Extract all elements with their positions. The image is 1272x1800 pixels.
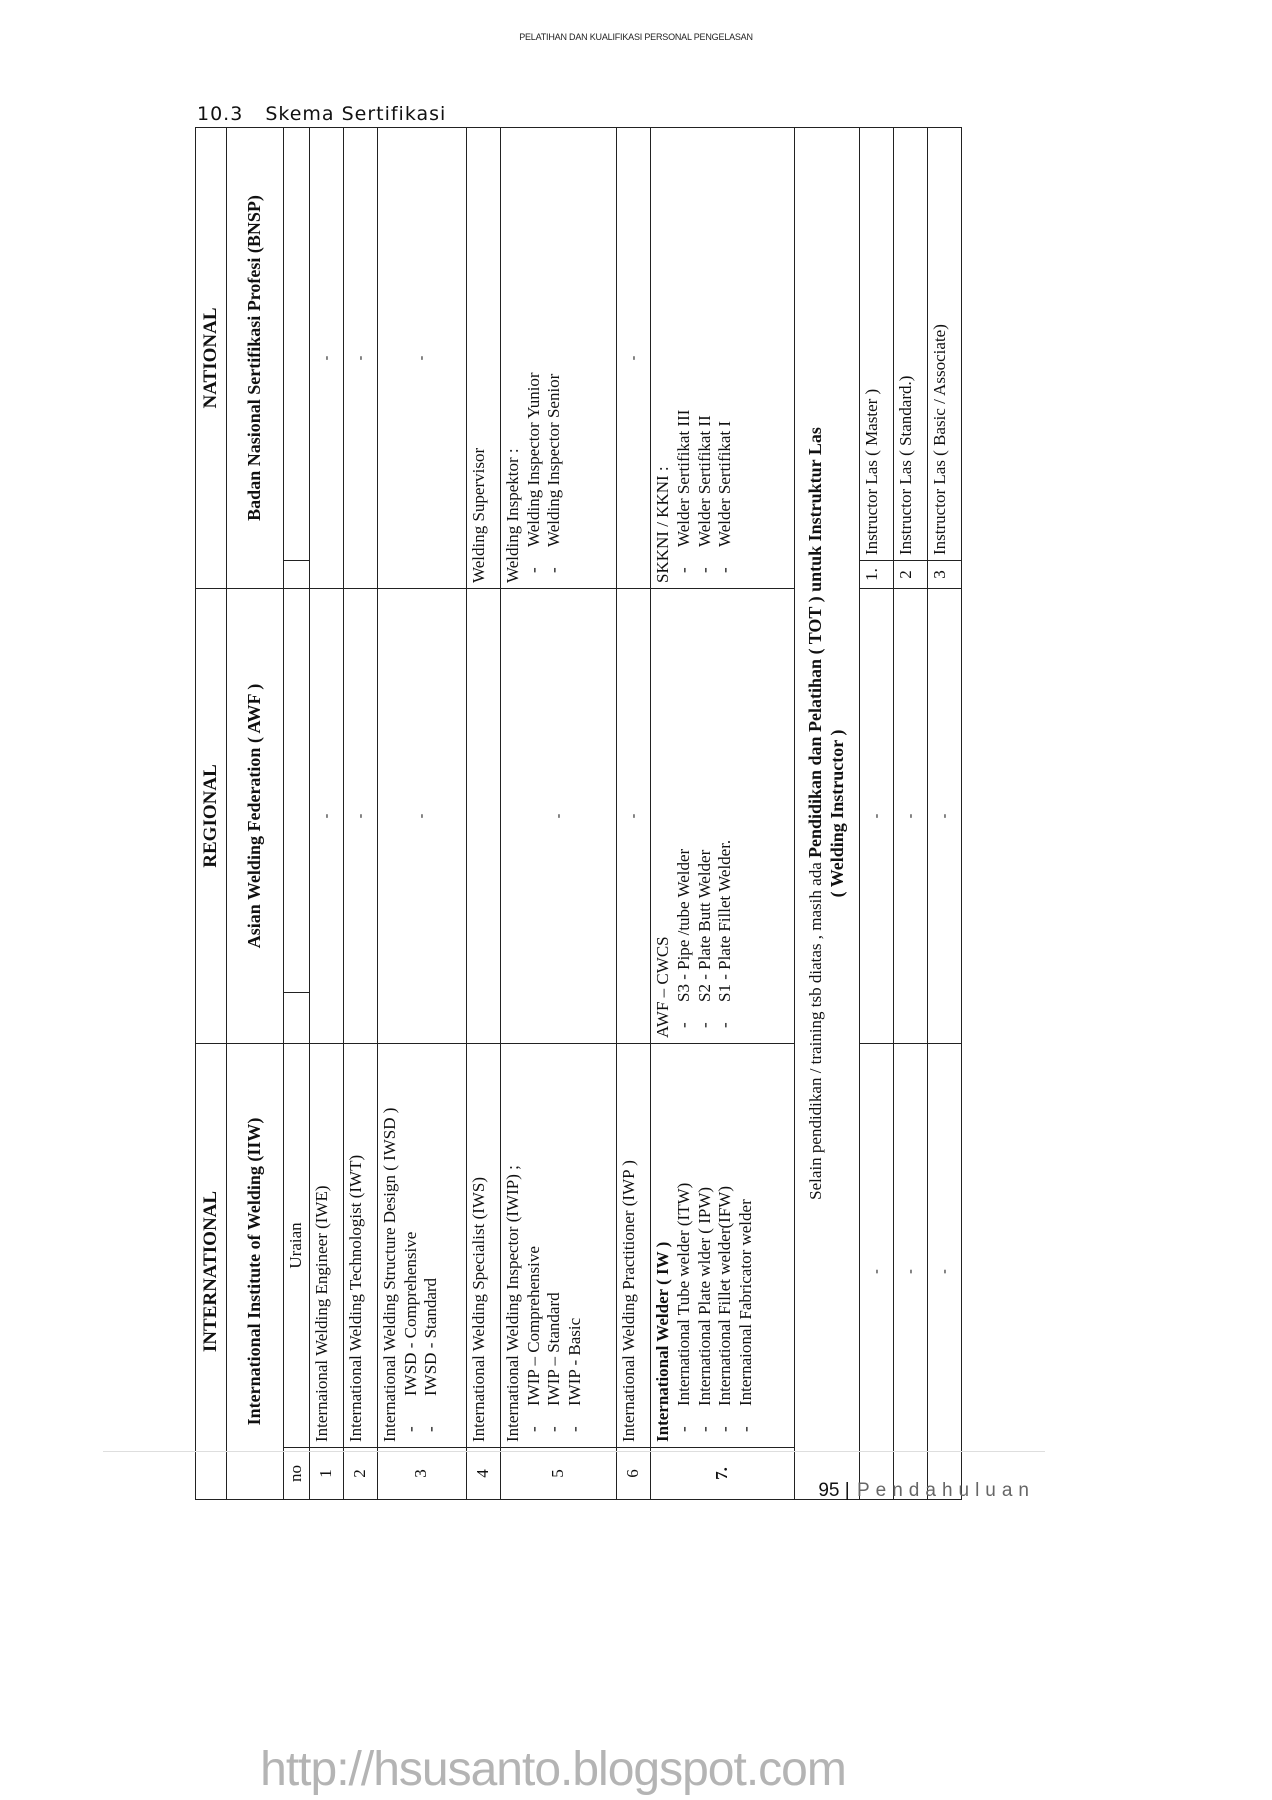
cert-title: AWF – CWCS: [653, 936, 673, 1038]
table-row: [309, 127, 343, 1499]
instructor-no: 3: [927, 560, 961, 588]
cert-level: - Internaional Fabricator welder: [736, 1049, 757, 1432]
row-no: 5: [500, 1448, 616, 1500]
cert-level: - S2 - Plate Butt Welder: [695, 594, 716, 1028]
running-header: PELATIHAN DAN KUALIFIKASI PERSONAL PENGELASAN: [519, 32, 753, 42]
cert-title: International Welding Structure Design ( IWSD ): [379, 1107, 399, 1442]
international-cert: International Welding Specialist (IWS): [466, 1043, 500, 1447]
certification-scheme-table: [195, 127, 962, 1500]
regional-cert: -: [859, 588, 893, 1043]
cert-level: - Welder Sertifikat III: [674, 133, 695, 573]
regional-cert: -: [500, 588, 616, 1043]
regional-cert: -: [617, 588, 651, 1043]
table-row: [617, 127, 651, 1499]
cert-title: International Welder ( IW ): [653, 1241, 673, 1442]
regional-cert: [466, 588, 500, 1043]
tot-note-bold: Pendidikan dan Pelatihan ( TOT ) untuk Instruktur Las: [804, 427, 825, 858]
cert-level: - Welder Sertifikat II: [695, 133, 716, 573]
international-cert: -: [859, 1043, 893, 1499]
body-iiw: International Institute of Welding (IIW): [227, 1043, 284, 1499]
table-row: [651, 127, 795, 1499]
instructor-no: 2: [893, 560, 927, 588]
cert-levels: [524, 133, 565, 583]
instructor-row: [927, 127, 961, 1499]
regional-cert: -: [377, 588, 466, 1043]
region-header-row: [196, 127, 227, 1499]
certification-scheme-table-rotated: [195, 128, 962, 1500]
regional-cert: -: [893, 588, 927, 1043]
footer-divider: [103, 1451, 1045, 1452]
cert-level: - IWIP - Basic: [565, 1049, 586, 1432]
regional-cert: -: [309, 588, 343, 1043]
cert-levels: [401, 1049, 442, 1442]
subheader-row: [284, 127, 310, 1499]
section-title-text: Skema Sertifikasi: [265, 103, 447, 125]
cert-title: Welding Inspektor :: [502, 448, 522, 583]
cert-title: International Welding Inspector (IWIP) ;: [502, 1165, 522, 1442]
empty-cell: [284, 127, 310, 560]
empty-cell: [284, 588, 310, 992]
body-bnsp: Badan Nasional Sertifikasi Profesi (BNSP): [227, 127, 284, 588]
international-cert: [377, 1043, 466, 1447]
tot-note: [795, 127, 860, 1499]
table-row: [343, 127, 377, 1499]
cert-level: - Welding Inspector Senior: [544, 133, 565, 573]
cert-levels: [674, 133, 736, 583]
watermark-url: http://hsusanto.blogspot.com: [260, 1743, 846, 1796]
row-no: 4: [466, 1448, 500, 1500]
row-no: 3: [377, 1448, 466, 1500]
instructor-row: [893, 127, 927, 1499]
cert-level: - Welding Inspector Yunior: [524, 133, 545, 573]
international-cert: International Welding Technologist (IWT): [343, 1043, 377, 1447]
body-header-row: [227, 127, 284, 1499]
cert-levels: [674, 594, 736, 1038]
region-international: INTERNATIONAL: [196, 1043, 227, 1499]
cert-level: - S1 - Plate Fillet Welder.: [715, 594, 736, 1028]
row-no: 6: [617, 1448, 651, 1500]
cert-levels: [524, 1049, 586, 1442]
international-cert: -: [927, 1043, 961, 1499]
page-number: 95: [818, 1480, 840, 1501]
cert-level: - S3 - Pipe /tube Welder: [674, 594, 695, 1028]
cert-level: - IWIP – Standard: [544, 1049, 565, 1432]
cert-level: - IWIP – Comprehensive: [524, 1049, 545, 1432]
table-row: [377, 127, 466, 1499]
region-national: NATIONAL: [196, 127, 227, 588]
empty-cell: [284, 560, 310, 588]
national-cert: Instructor Las ( Basic / Associate): [927, 127, 961, 560]
page-footer: [818, 1480, 1035, 1502]
regional-cert: -: [343, 588, 377, 1043]
national-cert: Instructor Las ( Standard.): [893, 127, 927, 560]
international-cert: International Welding Practitioner (IWP ): [617, 1043, 651, 1447]
cert-level: - IWSD - Comprehensive: [401, 1049, 422, 1432]
footer-section-label: Pendahuluan: [857, 1480, 1035, 1501]
national-cert: [651, 127, 795, 588]
tot-note-row: [795, 127, 860, 1499]
instructor-no: 1.: [859, 560, 893, 588]
region-regional: REGIONAL: [196, 588, 227, 1043]
national-cert: Instructor Las ( Master ): [859, 127, 893, 560]
cert-levels: [674, 1049, 757, 1442]
cert-level: - IWSD - Standard: [421, 1049, 442, 1432]
regional-cert: [651, 588, 795, 1043]
regional-cert: -: [927, 588, 961, 1043]
row-no: 7.: [651, 1448, 795, 1500]
col-no: no: [284, 1448, 310, 1500]
national-cert: -: [343, 127, 377, 588]
col-uraian: Uraian: [284, 1043, 310, 1447]
cert-title: SKKNI / KKNI :: [653, 466, 673, 583]
national-cert: -: [617, 127, 651, 588]
cert-level: - Welder Sertifikat I: [715, 133, 736, 573]
tot-note-bold-line2: ( Welding Instructor ): [826, 729, 847, 898]
tot-note-prefix: Selain pendidikan / training tsb diatas , masih ada: [805, 858, 825, 1200]
table-row: [466, 127, 500, 1499]
section-number: 10.3: [197, 103, 244, 125]
international-cert: [651, 1043, 795, 1447]
table-row: [500, 127, 616, 1499]
international-cert: Internaional Welding Engineer (IWE): [309, 1043, 343, 1447]
body-awf: Asian Welding Federation ( AWF ): [227, 588, 284, 1043]
national-cert: [500, 127, 616, 588]
row-no: 1: [309, 1448, 343, 1500]
cert-level: - International Tube welder (ITW): [674, 1049, 695, 1432]
cert-level: - International Fillet welder(IFW): [715, 1049, 736, 1432]
empty-cell: [284, 992, 310, 1043]
section-title: [197, 103, 446, 125]
national-cert: -: [377, 127, 466, 588]
national-cert: -: [309, 127, 343, 588]
row-no: 2: [343, 1448, 377, 1500]
footer-separator: |: [844, 1480, 850, 1501]
international-cert: -: [893, 1043, 927, 1499]
international-cert: [500, 1043, 616, 1447]
cert-level: - International Plate wlder ( IPW): [695, 1049, 716, 1432]
national-cert: Welding Supervisor: [466, 127, 500, 588]
instructor-row: [859, 127, 893, 1499]
